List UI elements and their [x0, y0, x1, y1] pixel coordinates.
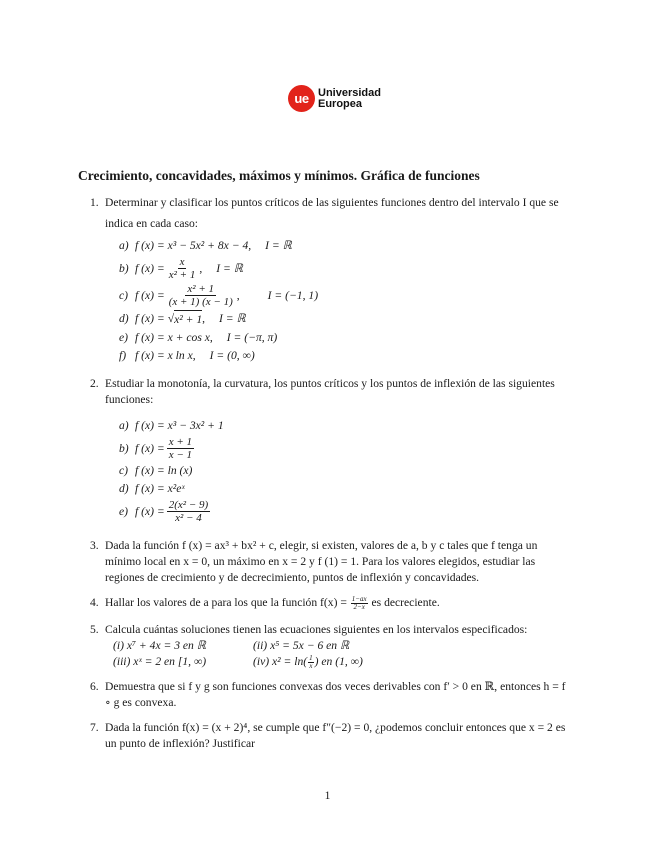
- inline-fraction: [308, 655, 314, 670]
- item-label: a): [119, 239, 129, 252]
- list-item: [119, 330, 570, 346]
- exercise-list: [90, 192, 570, 752]
- fraction-denominator: x: [309, 661, 313, 670]
- university-logo: [288, 85, 381, 112]
- item-interval: I = (−1, 1): [267, 288, 319, 302]
- list-item: [253, 638, 453, 654]
- ue-logo-icon: ue: [288, 85, 315, 112]
- fraction-numerator: x² + 1: [187, 283, 215, 295]
- item-lhs: f (x) =: [135, 288, 165, 302]
- item-label: a): [119, 419, 129, 432]
- item-expression: xˣ = 2 en [1, ∞): [133, 655, 207, 668]
- fraction: [167, 256, 198, 281]
- exercise-number: 4.: [90, 596, 99, 609]
- list-item: [119, 238, 570, 254]
- fraction: [167, 499, 210, 524]
- fraction: [167, 436, 194, 461]
- item-interval: I = ℝ: [265, 239, 292, 252]
- exercise-5: [90, 622, 570, 670]
- item-label: d): [119, 312, 129, 325]
- item-expression: x² = ln(: [272, 655, 308, 668]
- exercise-number: 1.: [90, 196, 99, 209]
- item-label: (iii): [113, 655, 131, 668]
- fraction-denominator: 2−x: [353, 602, 365, 611]
- list-item: b) f (x) = $\frac{x}{\text{x² + 1}}$ , I = ℝ: [119, 256, 243, 281]
- exercise-2-items: [119, 418, 570, 524]
- fraction-numerator: 2(x² − 9): [168, 499, 209, 511]
- list-item: [113, 638, 253, 654]
- list-item: [119, 348, 570, 364]
- exercise-number: 3.: [90, 539, 99, 552]
- exercise-text: Dada la función f(x) = (x + 2)⁴, se cumple que f″(−2) = 0, ¿podemos concluir entonces que x = 2 es un punto de inflexión? Justificar: [105, 721, 566, 750]
- item-expression: ) en (1, ∞): [314, 655, 363, 668]
- sqrt-radicand: x² + 1: [174, 310, 202, 328]
- item-label: (iv): [253, 655, 270, 668]
- item-label: b): [119, 441, 129, 455]
- item-interval: I = ℝ: [216, 261, 243, 275]
- item-expression: f (x) = x²eˣ: [135, 482, 185, 495]
- list-item: [113, 654, 253, 670]
- page-title: Crecimiento, concavidades, máximos y mínimos. Gráfica de funciones: [78, 168, 480, 183]
- list-item: c) f (x) = $\frac{\text{x² + 1}}{(x + 1) (x - 1)}$ , I = (−1, 1): [119, 283, 319, 308]
- item-label: b): [119, 261, 129, 275]
- exercise-text: Estudiar la monotonía, la curvatura, los puntos críticos y los puntos de inflexión de las siguientes funciones:: [105, 377, 555, 406]
- item-label: e): [119, 331, 129, 344]
- logo-line-2: Europea: [318, 97, 363, 110]
- item-expression: f (x) = x + cos x,: [135, 331, 213, 344]
- item-label: e): [119, 504, 129, 518]
- exercise-4: [90, 595, 570, 611]
- inline-fraction: [351, 596, 368, 611]
- list-item: [119, 436, 570, 461]
- list-item: [119, 481, 570, 497]
- item-lhs: f (x) =: [135, 261, 165, 275]
- item-lhs: f (x) =: [135, 312, 165, 325]
- fraction-numerator: 1: [309, 653, 313, 662]
- exercise-7: [90, 720, 570, 752]
- list-item: d) f (x) = √ x² + 1 , I = ℝ: [119, 312, 246, 326]
- fraction: [167, 283, 235, 308]
- item-lhs: f (x) =: [135, 504, 165, 518]
- item-expression: x⁵ = 5x − 6 en ℝ: [270, 639, 350, 652]
- item-label: f): [119, 349, 127, 362]
- exercise-text: [105, 595, 570, 611]
- page-number: 1: [324, 790, 331, 802]
- fraction-numerator: x + 1: [168, 436, 193, 448]
- item-label: c): [119, 288, 129, 302]
- item-interval: I = (0, ∞): [209, 349, 255, 362]
- item-expression: f (x) = x³ − 5x² + 8x − 4,: [135, 239, 252, 252]
- exercise-text: Calcula cuántas soluciones tienen las ecuaciones siguientes en los intervalos especificados:: [105, 623, 528, 636]
- exercise-3: [90, 538, 570, 586]
- exercise-6: [90, 679, 570, 711]
- exercise-2: [90, 376, 570, 524]
- fraction-denominator: (x + 1) (x − 1): [168, 296, 233, 308]
- item-lhs: f (x) =: [135, 441, 165, 455]
- fraction-denominator: x − 1: [168, 449, 193, 461]
- list-item: [119, 499, 570, 524]
- fraction-denominator: x² + 1: [168, 269, 196, 281]
- item-expression: f (x) = ln (x): [135, 464, 193, 477]
- list-item: [119, 463, 570, 479]
- item-expression: x⁷ + 4x = 3 en ℝ: [126, 639, 206, 652]
- exercise-number: 2.: [90, 377, 99, 390]
- item-label: c): [119, 464, 129, 477]
- exercise-1: [90, 192, 570, 364]
- logo-wordmark: [318, 88, 381, 110]
- exercise-number: 7.: [90, 721, 99, 734]
- exercise-text: Dada la función f (x) = ax³ + bx² + c, elegir, si existen, valores de a, b y c tales que f tenga un mínimo local en x = 0, un máximo en x = 2 y f (1) = 1. Para los valores elegidos, estudiar las regiones de crecimiento y de decrecimiento, puntos de inflexión y concavidades.: [105, 539, 538, 584]
- logo-line-1: Universidad: [318, 86, 381, 99]
- exercise-text: Determinar y clasificar los puntos críticos de las siguientes funciones dentro del intervalo I que se indica en cada caso:: [105, 196, 559, 230]
- exercise-1-items: [119, 238, 570, 364]
- exercise-text: Demuestra que si f y g son funciones convexas dos veces derivables con f′ > 0 en ℝ, entonces h = f ∘ g es convexa.: [105, 680, 566, 709]
- item-label: (ii): [253, 639, 268, 652]
- list-item: [119, 418, 570, 434]
- item-label: d): [119, 482, 129, 495]
- item-interval: I = ℝ: [219, 312, 246, 325]
- exercise-number: 6.: [90, 680, 99, 693]
- text-segment: es decreciente.: [371, 596, 440, 609]
- fraction-numerator: x: [179, 256, 185, 268]
- item-interval: I = (−π, π): [226, 331, 278, 344]
- fraction-numerator: 1−ax: [351, 594, 367, 603]
- exercise-5-items: [113, 638, 570, 670]
- item-expression: f (x) = x³ − 3x² + 1: [135, 419, 224, 432]
- text-segment: Hallar los valores de a para los que la función f(x) =: [105, 596, 347, 609]
- fraction-denominator: x² − 4: [175, 512, 202, 524]
- item-expression: f (x) = x ln x,: [135, 349, 196, 362]
- exercise-number: 5.: [90, 623, 99, 636]
- sqrt-icon: √: [167, 312, 175, 325]
- list-item: [253, 654, 453, 670]
- item-label: (i): [113, 639, 124, 652]
